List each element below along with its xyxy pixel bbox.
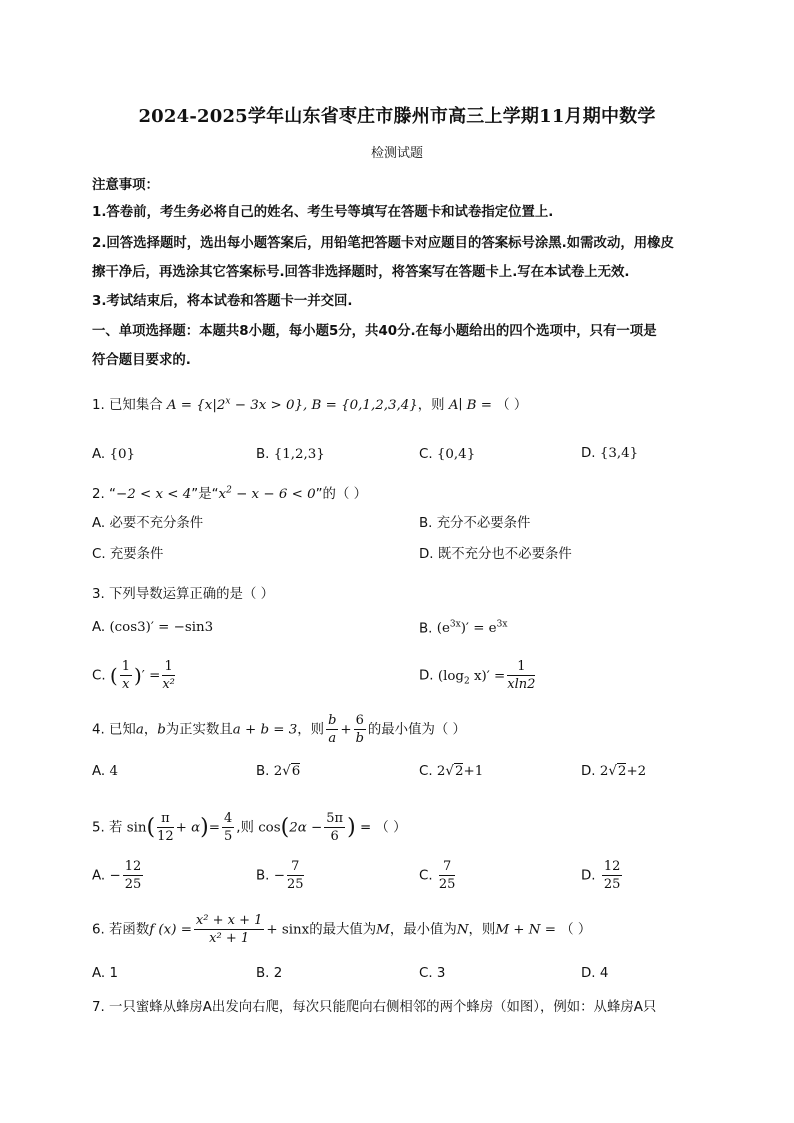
page-title: 2024-2025学年山东省枣庄市滕州市高三上学期11月期中数学 — [138, 106, 656, 127]
q6-option-b: B. 2 — [256, 966, 283, 981]
q3-option-c: C. ( $\frac{1}{x}$ )′ = $\frac{1}{\text{x²}}$ — [92, 659, 175, 692]
q1-answer-paren: （ ） — [496, 398, 528, 413]
notice-item-2: 2.回答选择题时，选出每小题答案后，用铅笔把答题卡对应题目的答案标号涂黑.如需改动，用橡皮 — [92, 236, 674, 251]
question-1: 1. 已知集合 $A = \{x|2^x - 3x > 0\}$, B = {0,1,2,3,4}，则 A∣ B = （ ） — [92, 396, 528, 413]
q2-option-b: B. 充分不必要条件 — [419, 516, 531, 531]
q5-option-a: A. − $\frac{12}{25}$ — [92, 859, 142, 892]
q2-option-a: A. 必要不充分条件 — [92, 516, 204, 531]
question-2: 2. “−2 < x < 4”是“$x^2 - x - 6 < 0$”的（ ） — [92, 485, 367, 502]
q1-option-d: D. {3,4} — [581, 446, 639, 461]
q1-stem: 1. 已知集合 — [92, 398, 163, 413]
q4-option-a: A. 4 — [92, 764, 118, 779]
question-6: 6. 若函数f (x) = $\frac{\text{x² + x + 1}}{\text{x² + 1}}$ + sinx的最大值为M，最小值为N，则M + N = （ ） — [92, 913, 592, 946]
q6-option-d: D. 4 — [581, 966, 609, 981]
page-subtitle: 检测试题 — [370, 146, 423, 161]
q1-option-b: B. {1,2,3} — [256, 447, 325, 462]
q1-option-c: C. {0,4} — [419, 447, 476, 462]
q1-ask: A∣ B = — [448, 398, 492, 413]
q1-option-a: A. {0} — [92, 447, 136, 462]
q2-option-d: D. 既不充分也不必要条件 — [419, 547, 572, 562]
q5-option-c: C. $\frac{7}{25}$ — [419, 859, 456, 892]
q3-option-b: B. $(e^{3x})' = e^{3x}$ — [419, 620, 508, 637]
q4-option-d: D. 2√2+2 — [581, 764, 647, 779]
q2-option-c: C. 充要条件 — [92, 547, 164, 562]
q3-option-d: D. ($\log_2$ x)′ = $\frac{1}{xln2}$ — [419, 659, 536, 692]
q1-set-b: , B = {0,1,2,3,4} — [303, 398, 418, 413]
q6-option-a: A. 1 — [92, 966, 118, 981]
question-4: 4. 已知a，b为正实数且a + b = 3，则 $\frac{b}{a}$ + $\frac{6}{b}$ 的最小值为（ ） — [92, 713, 466, 746]
question-3: 3. 下列导数运算正确的是（ ） — [92, 587, 274, 602]
q4-option-b: B. 2√6 — [256, 764, 301, 779]
question-5: 5. 若 sin( $\frac{\pi}{12}$ + α)= $\frac{4}{5}$ ,则 cos(2α − $\frac{5\pi}{6}$ ) = （ ） — [92, 811, 407, 844]
q2-condition-1: −2 < x < 4 — [115, 487, 192, 502]
notice-item-1: 1.答卷前，考生务必将自己的姓名、考生号等填写在答题卡和试卷指定位置上. — [92, 205, 554, 220]
q5-option-d: D. $\frac{12}{25}$ — [581, 859, 621, 892]
q6-option-c: C. 3 — [419, 966, 446, 981]
q2-condition-2: $x^2 - x - 6 < 0$ — [218, 485, 316, 502]
q3-option-a: A. (cos3)′ = −sin3 — [92, 620, 214, 635]
q1-set-a: $A = \{x|2^x - 3x > 0\}$ — [166, 396, 304, 413]
q5-option-b: B. − $\frac{7}{25}$ — [256, 859, 304, 892]
notice-item-3: 3.考试结束后，将本试卷和答题卡一并交回. — [92, 294, 353, 309]
question-7: 7. 一只蜜蜂从蜂房A出发向右爬，每次只能爬向右侧相邻的两个蜂房（如图），例如：从蜂房A只 — [92, 1000, 657, 1015]
section-heading-cont: 符合题目要求的. — [92, 353, 191, 368]
notice-heading: 注意事项： — [92, 178, 159, 193]
q4-option-c: C. 2√2+1 — [419, 764, 484, 779]
notice-item-2-cont: 擦干净后，再选涂其它答案标号.回答非选择题时，将答案写在答题卡上.写在本试卷上无效. — [92, 265, 630, 280]
section-heading: 一、单项选择题：本题共8小题，每小题5分，共40分.在每小题给出的四个选项中，只有一项是 — [92, 324, 657, 339]
